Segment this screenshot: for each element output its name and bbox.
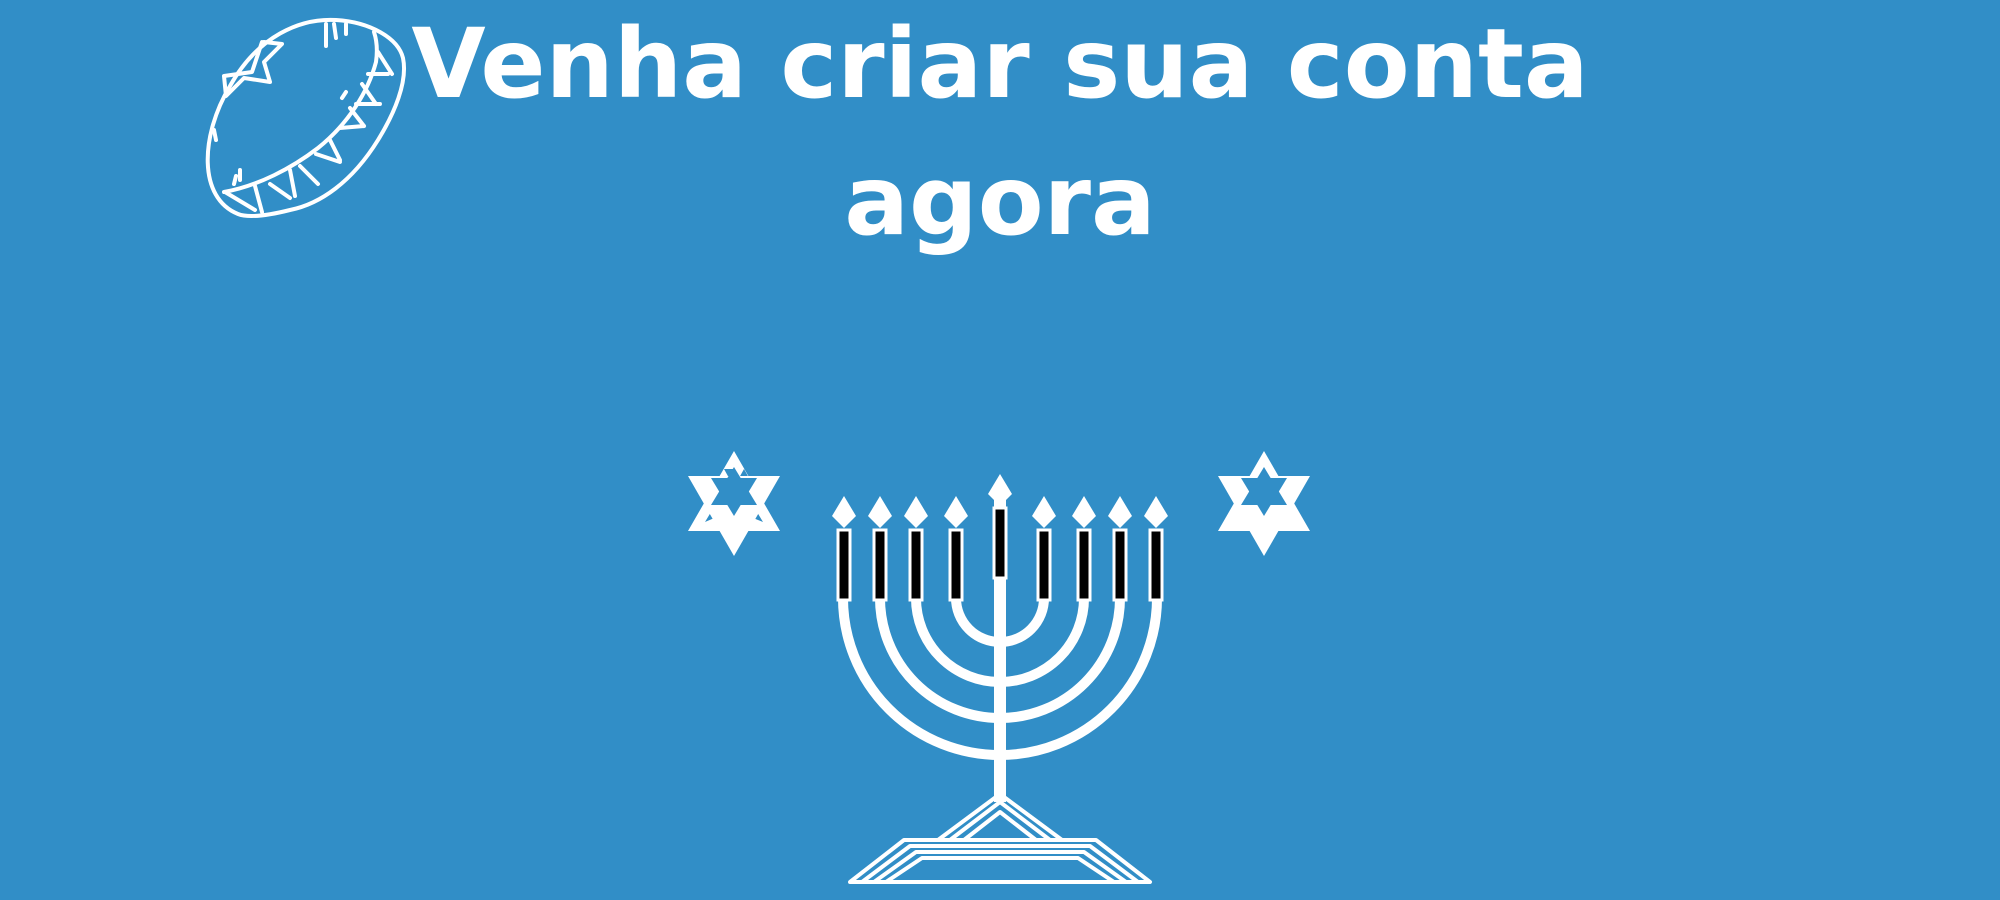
page-title-line-1: Venha criar sua conta (411, 8, 1589, 120)
star-of-david-icon-right (1218, 451, 1310, 556)
page-title-line-2: agora (844, 145, 1156, 257)
star-of-david-icon-left (688, 451, 780, 556)
menorah-icon (832, 474, 1168, 882)
kippah-icon (208, 20, 404, 216)
